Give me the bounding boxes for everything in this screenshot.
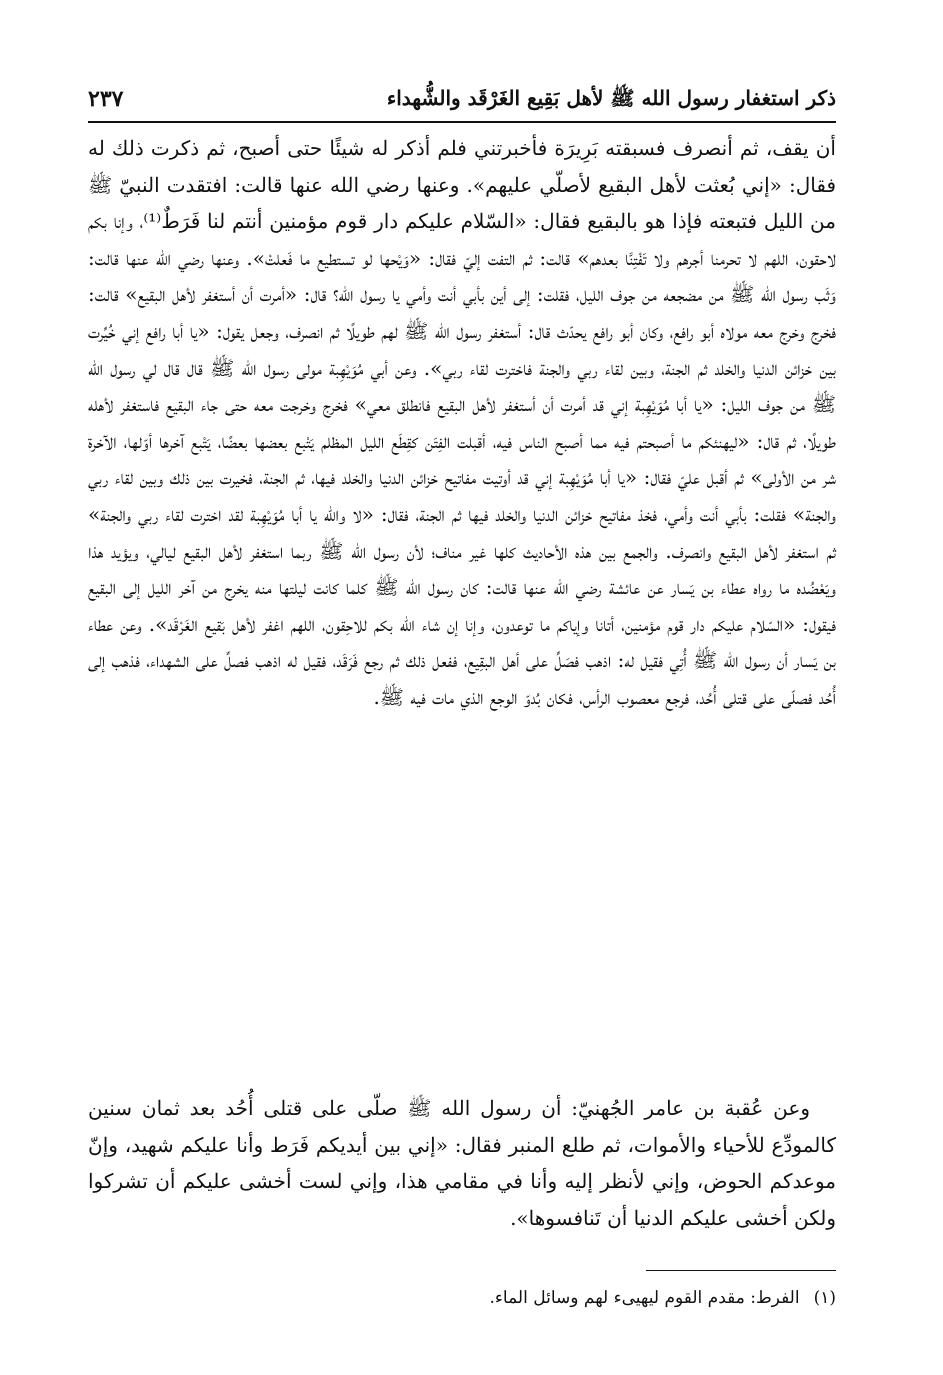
paragraph-2: وعن عُقبة بن عامر الجُهنيّ: أن رسول الله ﷺ صلّى على قتلى أُحُد بعد ثمان سنين كالمودِّع للأحياء والأموات، ثم طلع المنبر فقال: «إني بين أيديكم فَرَط وأنا عليكم شهيد، وإنّ موعدكم الحوض، وإني لأنظر إليه وأنا في مقامي هذا، وإني لست أخشى عليكم أن تشركوا ولكن أخشى عليكم الدنيا أن تَنافسوها». bbox=[88, 1096, 836, 1230]
page-number: ٢٣٧ bbox=[88, 86, 124, 112]
footnote bbox=[88, 1284, 836, 1312]
header-divider bbox=[88, 121, 836, 123]
footnote-divider bbox=[646, 1270, 836, 1271]
header-title: ذكر استغفار رسول الله ﷺ لأهل بَقِيع الغَرْقَد والشُّهداء bbox=[386, 86, 836, 110]
footnote-text: الفرط: مقدم القوم ليهيىء لهم وسائل الماء. bbox=[489, 1288, 800, 1308]
paragraph-1: أن يقف، ثم أنصرف فسبقته بَرِيرَة فأخبرتني فلم أذكر له شيئًا حتى أصبح، ثم ذكرت ذلك له فقال: «إني بُعثت لأهل البقيع لأصلّي عليهم». وعنها رضي الله عنها قالت: افتقدت النبيّ ﷺ من الليل فتبعته فإذا هو بالبقيع فقال: «السّلام عليكم دار قوم مؤمنين أنتم لنا فَرَطٌ⁽¹⁾، وإنا بكم لاحقون، اللهم لا تحرمنا أجرهم ولا تَفْتِنَّا بعدهم» قالت: ثم التفت إليّ فقال: «وَيْحها لو تستطيع ما فَعلتْ». وعنها رضي الله عنها قالت: وَثَب رسول الله ﷺ من مضجعه من جوف الليل، فقلت: إلى أين بأبي أنت وأمي يا رسول الله؟ قال: «أمرت أن أستغفر لأهل البقيع» قالت: فخرج وخرج معه مولاه أبو رافع، وكان أبو رافع يحدّث قال: أستغفر رسول الله ﷺ لهم طويلًا ثم انصرف، وجعل يقول: «يا أبا رافع إني خُيِّرت بين خزائن الدنيا والخلد ثم الجنة، وبين لقاء ربي والجنة فاخترت لقاء ربي». وعن أبي مُوَيْهِبة مولى رسول الله ﷺ قال قال لي رسول الله ﷺ من جوف الليل: «يا أبا مُوَيْهِبة إني قد أمرت أن أستغفر لأهل البقيع فانطلق معي» فخرج وخرجت معه حتى جاء البقيع فاستغفر لأهله طويلًا، ثم قال: «ليهنئكم ما أصبحتم فيه مما أصبح الناس فيه، أقبلت الفِتَن كقِطَع الليل المظلم يَتْبع بعضها بعضًا، يَتْبع آخرها أوّلها، الآخرة شر من الأولى» ثم أقبل عليّ فقال: «يا أبا مُوَيْهِبة إني قد أوتيت مفاتيح خزائن الدنيا والخلد فيها، ثم الجنة، فخيرت بين ذلك وبين لقاء ربي والجنة» فقلت: بأبي أنت وأمي، فخذ مفاتيح خزائن الدنيا والخلد فيها ثم الجنة، فقال: «لا والله يا أبا مُوَيْهِبة لقد اخترت لقاء ربي والجنة» ثم استغفر لأهل البقيع وانصرف. والجمع بين هذه الأحاديث كلها غير مناف؛ لأن رسول الله ﷺ ربما استغفر لأهل البقيع ليالي، ويؤيد هذا ويَعْضُده ما رواه عطاء بن يَسار عن عائشة رضي الله عنها قالت: كان رسول الله ﷺ كلما كانت ليلتها منه يخرج من آخر الليل إلى البقيع فيقول: «السّلام عليكم دار قوم مؤمنين، أتانا وإياكم ما توعدون، وإنا إن شاء الله بكم للاحِقون، اللهم اغفر لأهل بَقيع الغَرْقَد». وعن عطاء بن يَسار أن رسول الله ﷺ أُتِي فقيل له: اذهب فصَلِّ على أهل البقِيع، ففعل ذلك ثم رجع فَرَقَد، فقيل له اذهب فصلِّ على الشهداء، فذهب إلى أُحُد فصلّى على قتلى أُحُد، فرجع معصوب الرأس، فكان بُدوّ الوجع الذي مات فيه ﷺ. bbox=[88, 136, 836, 709]
main-text bbox=[88, 130, 836, 716]
running-header bbox=[88, 84, 836, 116]
footnote-number: (١) bbox=[813, 1288, 836, 1308]
